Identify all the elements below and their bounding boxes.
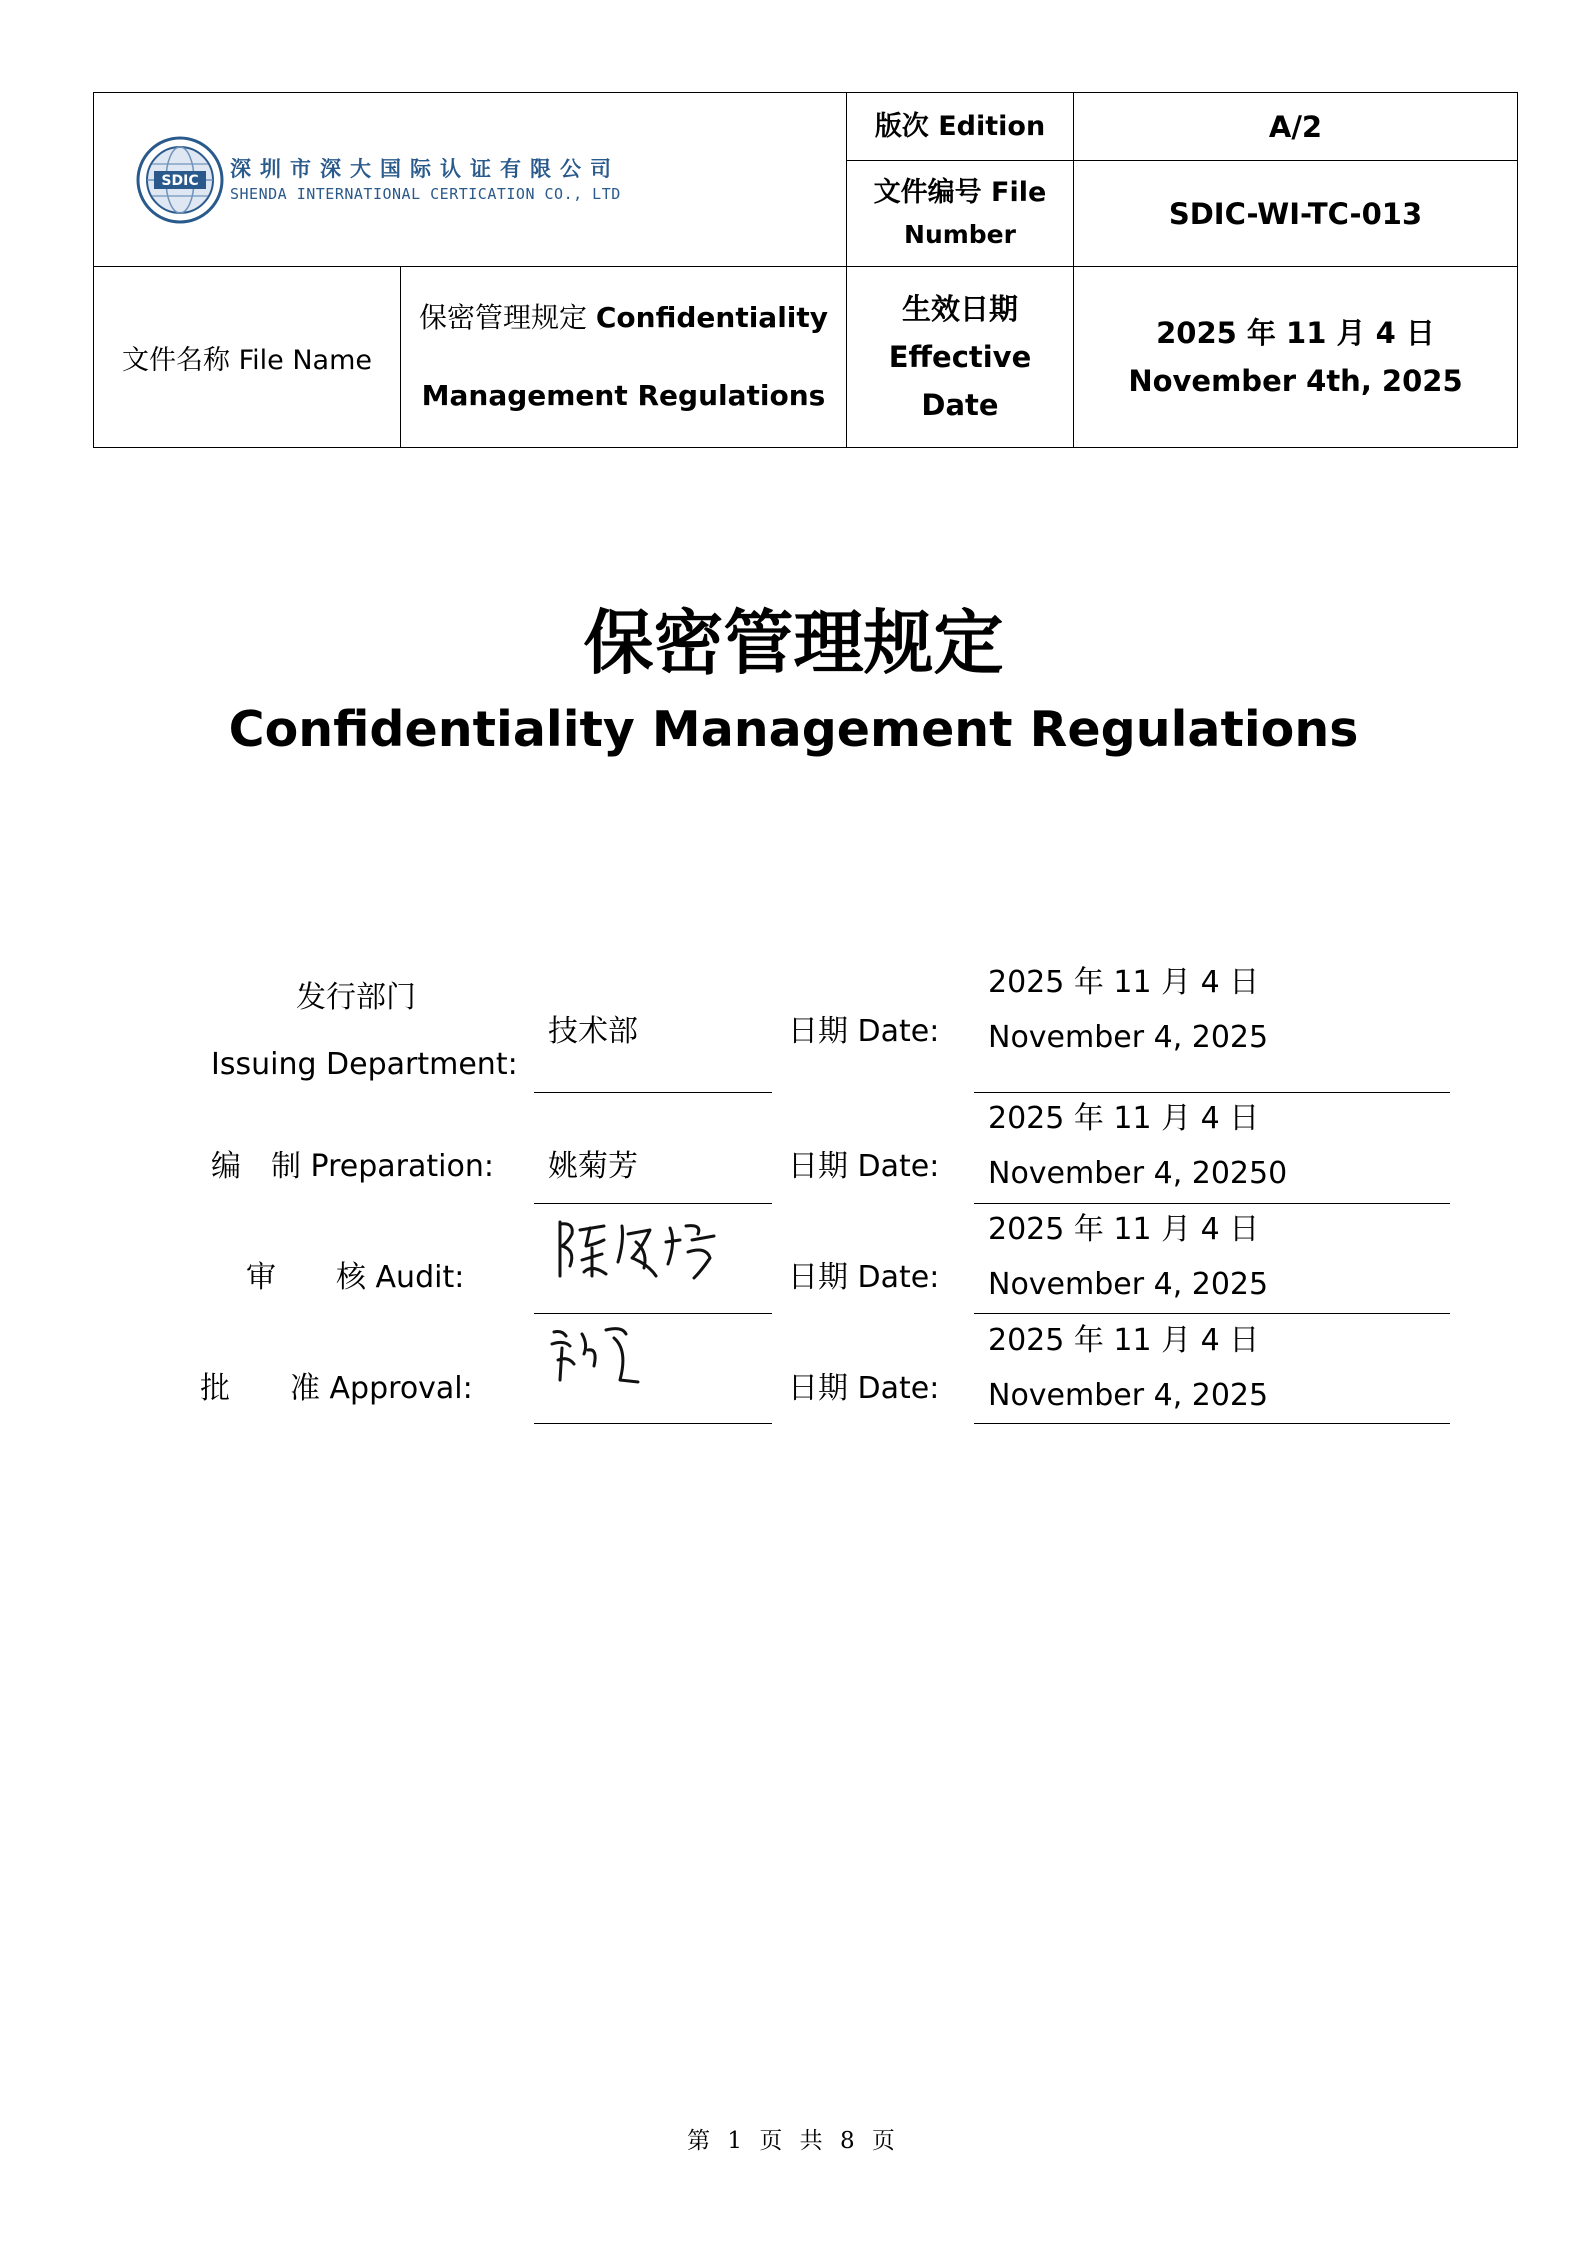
- date-3-en: November 4, 2025: [988, 1267, 1269, 1302]
- date-4-cn: 2025 年 11 月 4 日: [988, 1323, 1260, 1358]
- file-name-cn: 保密管理规定: [418, 301, 587, 334]
- audit-signature-icon: [552, 1212, 732, 1288]
- edition-label: 版次 Edition: [847, 93, 1074, 161]
- date-3-cn: 2025 年 11 月 4 日: [988, 1212, 1260, 1247]
- approval-signature-icon: [548, 1320, 658, 1398]
- page-number: 第 1 页 共 8 页: [687, 2128, 900, 2154]
- effective-date-value-cn: 2025 年 11 月 4 日: [1156, 316, 1435, 350]
- date-2-underline: [974, 1203, 1450, 1204]
- audit-underline: [534, 1313, 772, 1314]
- date-label-2: 日期 Date:: [788, 1149, 940, 1184]
- file-name-value: [401, 267, 847, 448]
- document-title-cn: 保密管理规定: [583, 602, 1004, 684]
- company-name-en: SHENDA INTERNATIONAL CERTICATION CO., LTD: [230, 184, 621, 203]
- svg-text:SDIC: SDIC: [161, 172, 199, 189]
- company-logo-cell: [94, 93, 847, 267]
- effective-date-label-cn: 生效日期: [901, 292, 1018, 326]
- document-header-table: [93, 92, 1518, 448]
- approval-underline: [534, 1423, 772, 1424]
- document-title-en: Confidentiality Management Regulations: [228, 701, 1359, 758]
- edition-value: A/2: [1074, 93, 1518, 161]
- preparation-value: 姚菊芳: [548, 1149, 638, 1184]
- issuing-department-value: 技术部: [548, 1014, 638, 1049]
- audit-label: 审 核 Audit:: [246, 1260, 465, 1295]
- date-1-cn: 2025 年 11 月 4 日: [988, 965, 1260, 1000]
- issuing-department-underline: [534, 1092, 772, 1093]
- file-number-label-line2: Number: [904, 219, 1016, 249]
- file-number-value: SDIC-WI-TC-013: [1074, 161, 1518, 267]
- date-2-cn: 2025 年 11 月 4 日: [988, 1101, 1260, 1136]
- date-4-en: November 4, 2025: [988, 1378, 1269, 1413]
- file-number-label: [847, 161, 1074, 267]
- date-label-4: 日期 Date:: [788, 1371, 940, 1406]
- issuing-department-label-cn: 发行部门: [296, 980, 416, 1015]
- date-label-3: 日期 Date:: [788, 1260, 940, 1295]
- company-logo-icon: [136, 136, 224, 224]
- date-4-underline: [974, 1423, 1450, 1424]
- company-name-cn: 深圳市深大国际认证有限公司: [230, 156, 620, 181]
- preparation-label: 编 制 Preparation:: [211, 1149, 494, 1184]
- file-name-label: 文件名称 File Name: [94, 267, 401, 448]
- preparation-underline: [534, 1203, 772, 1204]
- effective-date-label-en: Effective Date: [888, 340, 1032, 422]
- file-name-en-line2: Management Regulations: [421, 379, 826, 412]
- effective-date-value-en: November 4th, 2025: [1128, 364, 1463, 398]
- date-3-underline: [974, 1313, 1450, 1314]
- date-2-en: November 4, 20250: [988, 1156, 1288, 1191]
- issuing-department-label-en: Issuing Department:: [211, 1047, 518, 1082]
- effective-date-value: [1074, 267, 1518, 448]
- file-number-label-line1: 文件编号 File: [873, 176, 1047, 208]
- date-label-1: 日期 Date:: [788, 1014, 940, 1049]
- approval-label: 批 准 Approval:: [200, 1371, 473, 1406]
- date-1-en: November 4, 2025: [988, 1020, 1269, 1055]
- effective-date-label: [847, 267, 1074, 448]
- file-name-en-line1: Confidentiality: [595, 301, 829, 334]
- date-1-underline: [974, 1092, 1450, 1093]
